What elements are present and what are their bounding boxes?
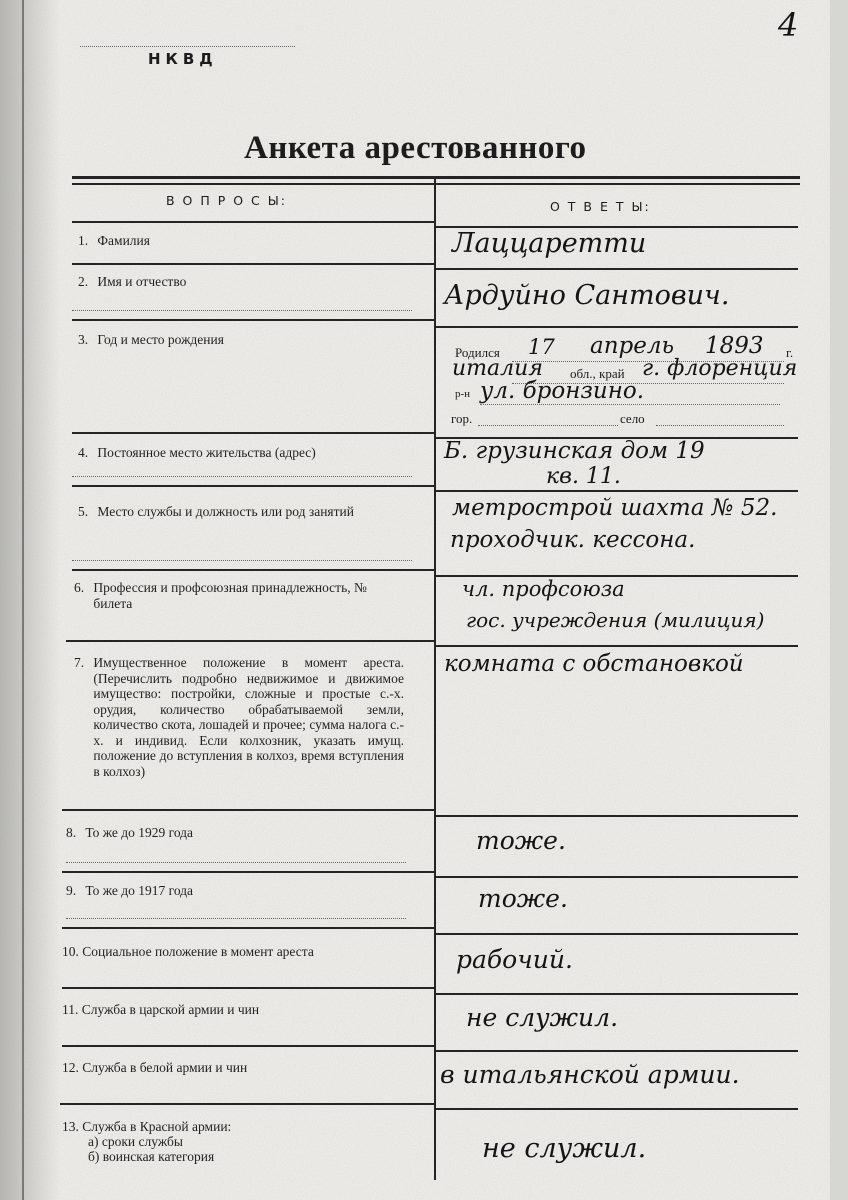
question-number: 8. [66, 825, 77, 840]
question-number: 5. [78, 504, 89, 519]
gorod-dotted-line [478, 425, 618, 426]
answer-property: комната с обстановкой [444, 651, 744, 677]
question-13 [62, 1119, 231, 1135]
question-text: Фамилия [97, 233, 150, 248]
page-title: Анкета арестованного [244, 130, 587, 166]
birth-day: 17 [528, 335, 555, 359]
question-text: Служба в Красной армии: [82, 1119, 232, 1134]
question-number: 2. [78, 274, 89, 289]
question-number: 13. [62, 1119, 79, 1134]
row-line [66, 640, 434, 642]
row-line [436, 490, 798, 492]
gorod-label: гор. [451, 411, 473, 426]
birth-month: апрель [590, 333, 675, 359]
question-text: Служба в белой армии и чин [82, 1060, 248, 1075]
question-number: 6. [74, 580, 85, 595]
row-line [72, 485, 434, 487]
answer-name-patronymic: Ардуйно Сантович. [444, 280, 730, 311]
row-line [72, 432, 434, 434]
row-line [436, 326, 798, 328]
row-line [72, 319, 434, 321]
answer-social-status: рабочий. [456, 945, 573, 974]
row-line [62, 927, 434, 929]
answer-white-army: в итальянской армии. [440, 1060, 740, 1089]
dotted-guide [72, 560, 412, 561]
question-5 [78, 504, 354, 520]
row-line [72, 263, 434, 265]
answer-union-line-1: чл. профсоюза [462, 577, 625, 601]
question-text: То же до 1917 года [85, 883, 194, 898]
birth-region: италия [452, 356, 543, 381]
question-text: Постоянное место жительства (адрес) [97, 445, 316, 460]
question-2 [78, 274, 186, 290]
answer-workplace-line-2: проходчик. кессона. [450, 527, 696, 553]
answer-surname: Лаццаретти [452, 228, 647, 259]
question-number: 12. [62, 1060, 79, 1075]
born-label: Родился [455, 345, 500, 360]
row-line [72, 221, 434, 223]
question-6 [74, 580, 404, 611]
row-line [436, 268, 798, 270]
question-text: Год и место рождения [97, 332, 224, 347]
question-number: 1. [78, 233, 89, 248]
row-line [436, 1108, 798, 1110]
birth-year: 1893 [705, 333, 764, 359]
question-text: Профессия и профсоюзная принадлежность, № билета [93, 580, 367, 611]
row-line [436, 645, 798, 647]
question-text: Имущественное положение в момент ареста. (Перечислить подробно недвижимое и движимое имущество: постройки, сложные и простые с.-х. орудия, количество обрабатываемой земли, количество скота, лошадей и прочее; сумма налога с.-х. и индивид. Если колхозник, указать имущ. положение до вступления в колхоз, время вступления в колхоз) [93, 655, 404, 779]
row-line [62, 987, 434, 989]
district-label: р-н [455, 388, 471, 400]
question-text: То же до 1929 года [85, 825, 194, 840]
question-text: Место службы и должность или род занятий [97, 504, 354, 519]
question-text: Служба в царской армии и чин [81, 1002, 260, 1017]
row-line [62, 809, 434, 811]
agency-label: НКВД [148, 50, 218, 68]
question-4 [78, 445, 316, 461]
row-line [436, 933, 798, 935]
question-number: 10. [62, 944, 79, 959]
birth-district: ул. бронзино. [480, 378, 645, 404]
row-line [436, 1050, 798, 1052]
answers-column-header: О Т В Е Т Ы: [550, 199, 651, 214]
answer-red-army: не служил. [482, 1133, 647, 1164]
table-top-rule [72, 176, 800, 179]
dotted-guide [66, 862, 406, 863]
row-line [62, 1045, 434, 1047]
birth-city: г. флоренция [642, 356, 798, 381]
oblast-label: обл., край [570, 366, 625, 381]
question-number: 4. [78, 445, 89, 460]
answer-tsarist-army: не служил. [466, 1003, 619, 1032]
dotted-guide [72, 476, 412, 477]
questions-column-header: В О П Р О С Ы: [166, 193, 287, 208]
answer-address-line-1: Б. грузинская дом 19 [444, 438, 705, 464]
dotted-guide [72, 310, 412, 311]
question-number: 11. [62, 1002, 79, 1017]
dotted-guide [66, 918, 406, 919]
header-dotted-line [80, 46, 295, 47]
question-8 [66, 825, 193, 841]
birth-year-suffix: г. [786, 345, 794, 360]
question-7 [74, 655, 404, 779]
page-number: 4 [778, 6, 799, 44]
birth-dotted-line [480, 404, 780, 405]
question-1 [78, 233, 150, 249]
selo-label: село [620, 411, 645, 426]
question-number: 7. [74, 655, 85, 670]
question-13-sub-b: б) воинская категория [88, 1149, 215, 1164]
selo-dotted-line [656, 425, 784, 426]
table-top-rule-2 [72, 183, 800, 185]
row-line [62, 871, 434, 873]
question-10 [62, 944, 314, 960]
answer-workplace-line-1: метрострой шахта № 52. [452, 495, 778, 521]
question-text: Имя и отчество [97, 274, 187, 289]
row-line [436, 876, 798, 878]
row-line [60, 1103, 434, 1105]
answer-union-line-2: гос. учреждения (милиция) [466, 608, 765, 632]
row-line [436, 815, 798, 817]
question-9 [66, 883, 193, 899]
question-13-sub-a: а) сроки службы [88, 1134, 183, 1149]
answer-same-1929: тоже. [476, 826, 566, 855]
question-number: 9. [66, 883, 77, 898]
question-number: 3. [78, 332, 89, 347]
row-line [72, 569, 434, 571]
question-3 [78, 332, 224, 348]
question-11 [62, 1002, 259, 1018]
question-text: Социальное положение в момент ареста [82, 944, 314, 959]
question-12 [62, 1060, 247, 1076]
answer-same-1917: тоже. [478, 884, 568, 913]
answer-address-line-2: кв. 11. [546, 464, 621, 489]
row-line [436, 993, 798, 995]
